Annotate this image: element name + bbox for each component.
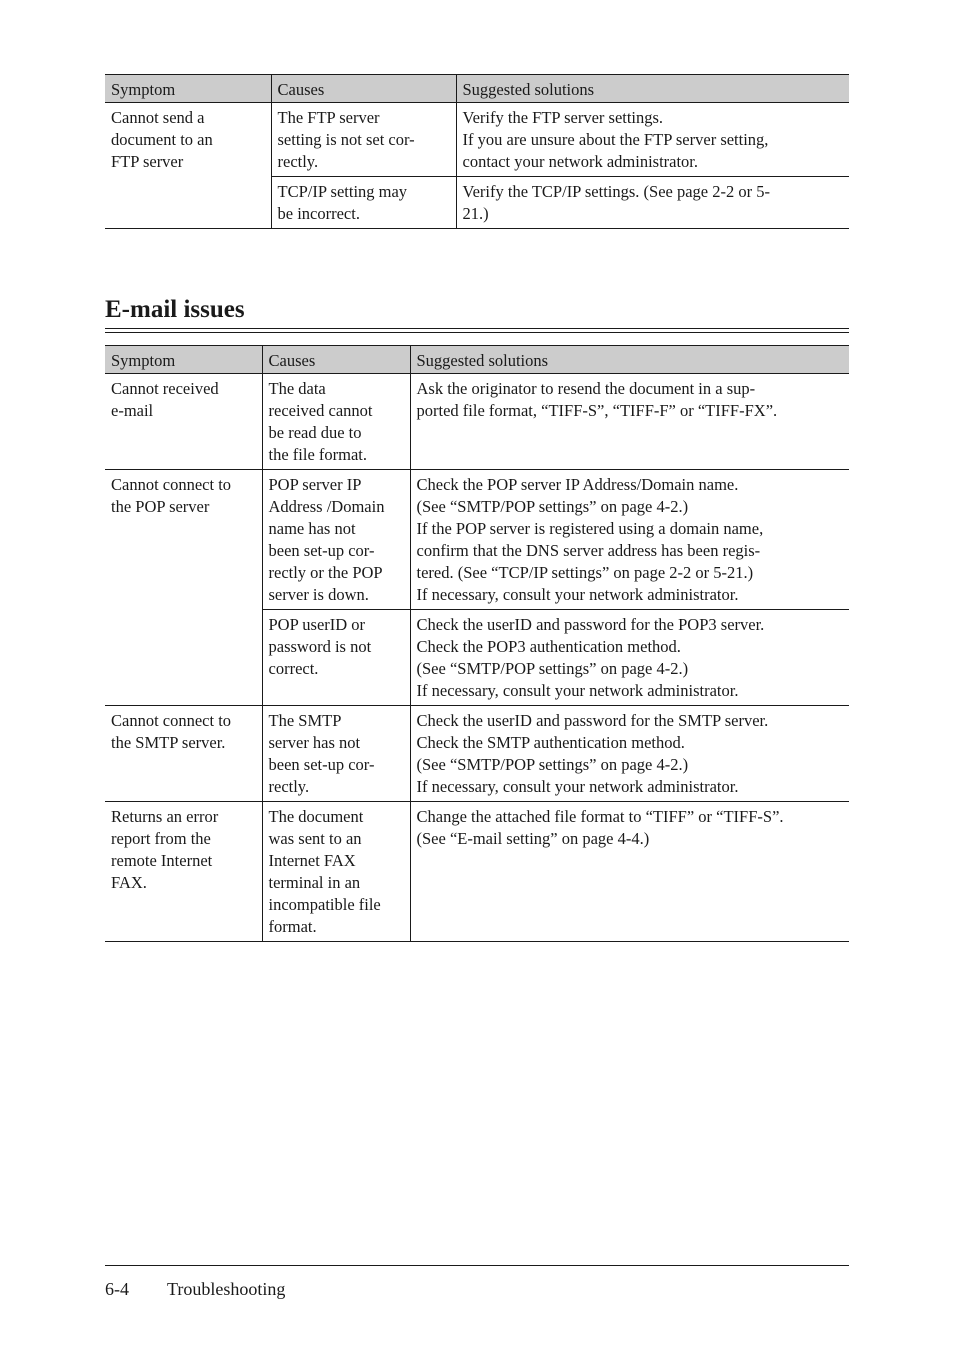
cell-line: Check the POP server IP Address/Domain name. xyxy=(416,475,739,494)
cell-line: The document xyxy=(268,807,364,826)
symptom-cell xyxy=(105,706,262,802)
cause-cell xyxy=(262,610,410,706)
cell-line: report from the xyxy=(111,829,211,848)
cell-line: FAX. xyxy=(111,873,147,892)
cell-line: The SMTP xyxy=(268,711,342,730)
cell-line: confirm that the DNS server address has been regis- xyxy=(416,541,761,560)
symptom-cell xyxy=(105,802,262,942)
solution-cell xyxy=(410,706,849,802)
cell-line: POP userID or xyxy=(268,615,366,634)
cell-line: (See “SMTP/POP settings” on page 4-2.) xyxy=(416,659,689,678)
cell-line: 21.) xyxy=(462,204,489,223)
cell-line: Check the POP3 authentication method. xyxy=(416,637,681,656)
cell-line: (See “E-mail setting” on page 4-4.) xyxy=(416,829,650,848)
cause-cell xyxy=(271,103,456,177)
table-row xyxy=(105,103,849,177)
cell-line: format. xyxy=(268,917,317,936)
cell-line: remote Internet xyxy=(111,851,213,870)
cell-line: was sent to an xyxy=(268,829,362,848)
cell-line: If the POP server is registered using a domain name, xyxy=(416,519,764,538)
symptom-cell xyxy=(105,103,271,229)
cell-line: (See “SMTP/POP settings” on page 4-2.) xyxy=(416,497,689,516)
cell-line: received cannot xyxy=(268,401,373,420)
footer-section-title: Troubleshooting xyxy=(167,1279,286,1299)
header-causes: Causes xyxy=(262,346,410,374)
cell-line: FTP server xyxy=(111,152,184,171)
table-row xyxy=(105,470,849,610)
header-causes: Causes xyxy=(271,75,456,103)
cell-line: correct. xyxy=(268,659,319,678)
table-header-row xyxy=(105,75,849,103)
cell-line: Check the SMTP authentication method. xyxy=(416,733,685,752)
page-footer xyxy=(105,1278,285,1300)
cell-line: tered. (See “TCP/IP settings” on page 2-2 or 5-21.) xyxy=(416,563,754,582)
cell-line: If you are unsure about the FTP server setting, xyxy=(462,130,769,149)
cause-cell xyxy=(262,470,410,610)
cause-cell xyxy=(262,802,410,942)
solution-cell xyxy=(410,470,849,610)
section-title: E-mail issues xyxy=(105,296,245,323)
cause-cell xyxy=(262,706,410,802)
solution-cell xyxy=(410,802,849,942)
heading-rule xyxy=(105,332,849,333)
cell-line: server has not xyxy=(268,733,361,752)
cell-line: the SMTP server. xyxy=(111,733,226,752)
cell-line: Cannot send a xyxy=(111,108,205,127)
cell-line: terminal in an xyxy=(268,873,361,892)
cell-line: TCP/IP setting may xyxy=(277,182,408,201)
header-symptom: Symptom xyxy=(105,75,271,103)
cell-line: Verify the FTP server settings. xyxy=(462,108,664,127)
cell-line: been set-up cor- xyxy=(268,541,375,560)
cell-line: The FTP server xyxy=(277,108,380,127)
ftp-issues-table xyxy=(105,74,849,229)
header-symptom: Symptom xyxy=(105,346,262,374)
symptom-cell xyxy=(105,470,262,706)
cell-line: If necessary, consult your network administrator. xyxy=(416,585,739,604)
cell-line: Cannot received xyxy=(111,379,219,398)
solution-cell xyxy=(456,103,849,177)
cell-line: the file format. xyxy=(268,445,368,464)
cell-line: contact your network administrator. xyxy=(462,152,699,171)
symptom-cell xyxy=(105,374,262,470)
cell-line: Returns an error xyxy=(111,807,219,826)
cell-line: Verify the TCP/IP settings. (See page 2-2 or 5- xyxy=(462,182,770,201)
cell-line: rectly or the POP xyxy=(268,563,383,582)
cell-line: Check the userID and password for the SMTP server. xyxy=(416,711,769,730)
cell-line: (See “SMTP/POP settings” on page 4-2.) xyxy=(416,755,689,774)
header-solutions: Suggested solutions xyxy=(410,346,849,374)
cell-line: server is down. xyxy=(268,585,369,604)
header-solutions: Suggested solutions xyxy=(456,75,849,103)
cell-line: If necessary, consult your network administrator. xyxy=(416,681,739,700)
page-number: 6-4 xyxy=(105,1279,129,1299)
cell-line: ported file format, “TIFF-S”, “TIFF-F” or “TIFF-FX”. xyxy=(416,401,778,420)
cell-line: Internet FAX xyxy=(268,851,356,870)
cell-line: rectly. xyxy=(268,777,310,796)
cell-line: If necessary, consult your network administrator. xyxy=(416,777,739,796)
cell-line: name has not xyxy=(268,519,356,538)
table-row xyxy=(105,374,849,470)
cell-line: rectly. xyxy=(277,152,319,171)
solution-cell xyxy=(410,374,849,470)
cell-line: Cannot connect to xyxy=(111,475,232,494)
cell-line: POP server IP xyxy=(268,475,362,494)
cell-line: e-mail xyxy=(111,401,154,420)
solution-cell xyxy=(410,610,849,706)
table-row xyxy=(105,802,849,942)
cell-line: password is not xyxy=(268,637,372,656)
cell-line: document to an xyxy=(111,130,213,149)
cell-line: the POP server xyxy=(111,497,210,516)
cell-line: The data xyxy=(268,379,326,398)
cell-line: be incorrect. xyxy=(277,204,360,223)
cell-line: Ask the originator to resend the document in a sup- xyxy=(416,379,756,398)
email-issues-table xyxy=(105,345,849,942)
cell-line: Cannot connect to xyxy=(111,711,232,730)
cell-line: be read due to xyxy=(268,423,362,442)
heading-rule xyxy=(105,328,849,329)
cause-cell xyxy=(271,177,456,229)
cause-cell xyxy=(262,374,410,470)
cell-line: incompatible file xyxy=(268,895,381,914)
table-header-row xyxy=(105,346,849,374)
solution-cell xyxy=(456,177,849,229)
table-row xyxy=(105,706,849,802)
cell-line: Check the userID and password for the POP3 server. xyxy=(416,615,765,634)
footer-rule xyxy=(105,1265,849,1266)
cell-line: been set-up cor- xyxy=(268,755,375,774)
cell-line: setting is not set cor- xyxy=(277,130,415,149)
cell-line: Change the attached file format to “TIFF” or “TIFF-S”. xyxy=(416,807,784,826)
cell-line: Address /Domain xyxy=(268,497,385,516)
